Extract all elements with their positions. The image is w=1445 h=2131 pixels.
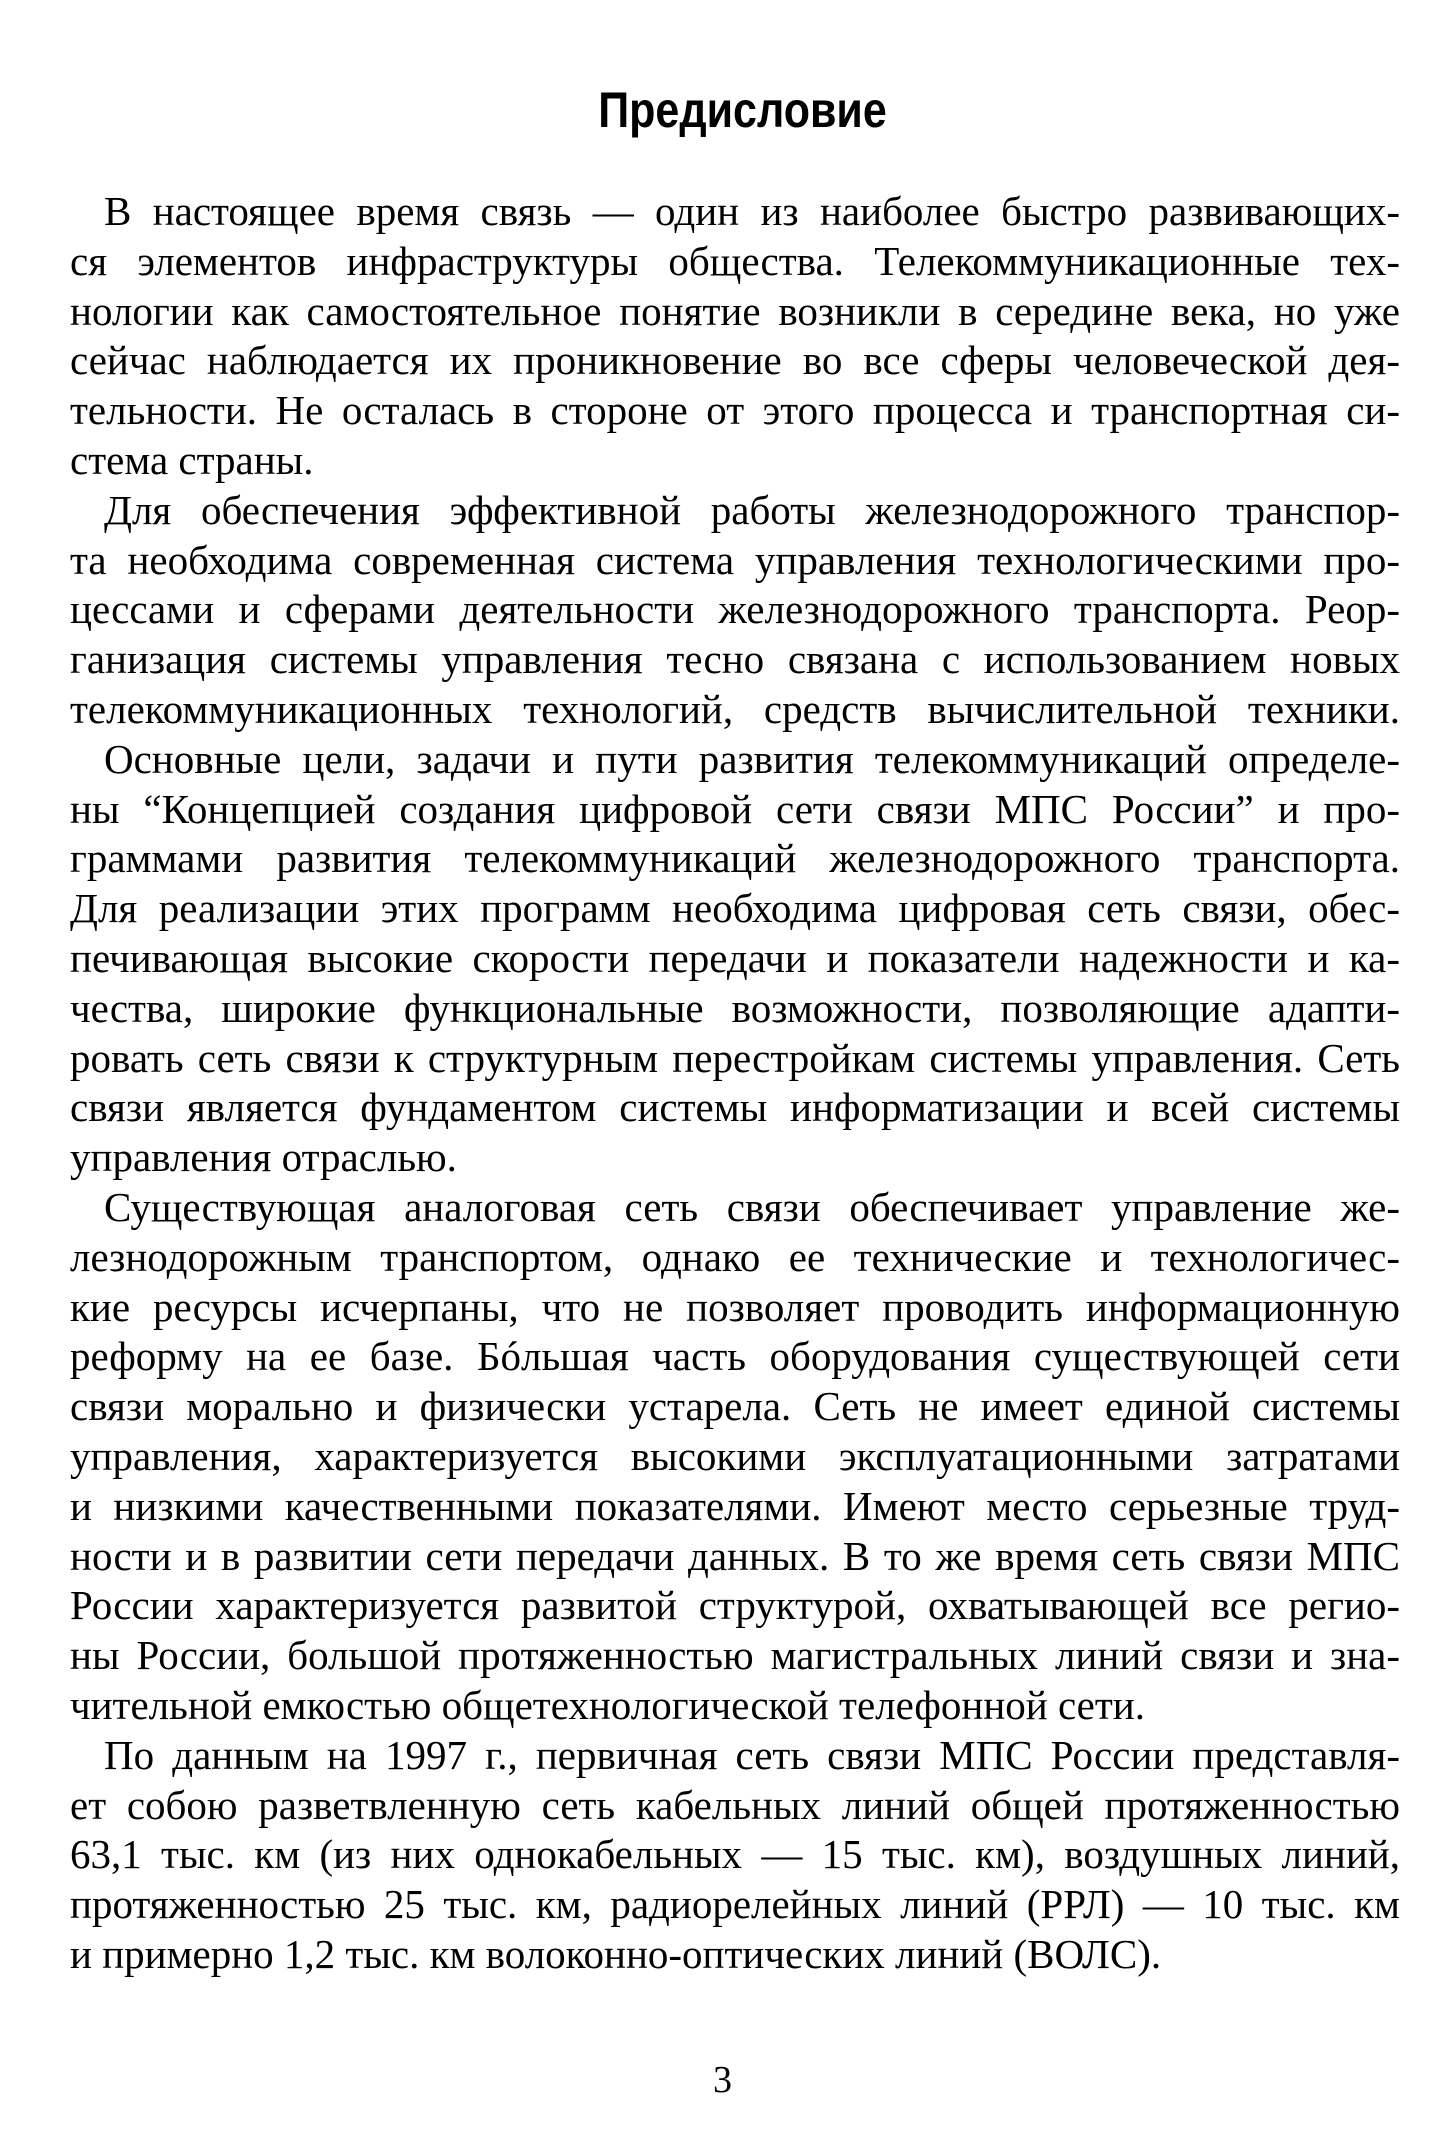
text-line: ет собою разветвленную сеть кабельных линий общей протяженностью [70, 1781, 1400, 1828]
text-line: реформу на ее базе. Бóльшая часть оборудования существующей сети [70, 1333, 1400, 1380]
page-title: Предисловие [598, 82, 887, 138]
text-line: Для реализации этих программ необходима цифровая сеть связи, обес- [70, 885, 1400, 932]
text-line: стема страны. [70, 436, 314, 483]
text-line: связи является фундаментом системы информатизации и всей системы [70, 1084, 1400, 1131]
paragraph [70, 187, 1400, 486]
text-line: Для обеспечения эффективной работы железнодорожного транспор- [104, 486, 1400, 533]
text-line: кие ресурсы исчерпаны, что не позволяет проводить информационную [70, 1283, 1400, 1330]
text-line: печивающая высокие скорости передачи и показатели надежности и ка- [70, 934, 1400, 981]
text-line: ны России, большой протяженностью магистральных линий связи и зна- [70, 1632, 1400, 1679]
text-line: и примерно 1,2 тыс. км волоконно-оптических линий (ВОЛС). [70, 1930, 1162, 1977]
text-line: В настоящее время связь — один из наиболее быстро развивающих- [104, 188, 1400, 234]
text-line: чества, широкие функциональные возможности, позволяющие адапти- [70, 984, 1400, 1031]
paragraph [70, 486, 1400, 735]
text-line: управления, характеризуется высокими эксплуатационными затратами [70, 1432, 1400, 1479]
text-line: лезнодорожным транспортом, однако ее технические и технологичес- [70, 1233, 1400, 1280]
text-line: ровать сеть связи к структурным перестройкам системы управления. Сеть [70, 1034, 1400, 1081]
paragraph [70, 735, 1400, 1183]
body-text [70, 187, 1400, 1980]
text-line: граммами развития телекоммуникаций железнодорожного транспорта. [70, 835, 1400, 882]
text-line: цессами и сферами деятельности железнодорожного транспорта. Реор- [70, 586, 1400, 633]
text-line: телекоммуникационных технологий, средств вычислительной техники. [70, 685, 1400, 732]
text-line: По данным на 1997 г., первичная сеть связи МПС России представля- [104, 1731, 1400, 1778]
text-line: Существующая аналоговая сеть связи обеспечивает управление же- [104, 1183, 1400, 1230]
text-line: та необходима современная система управления технологическими про- [70, 536, 1400, 583]
text-line: и низкими качественными показателями. Имеют место серьезные труд- [70, 1482, 1400, 1529]
text-line: управления отраслью. [70, 1134, 457, 1181]
text-line: ны “Концепцией создания цифровой сети связи МПС России” и про- [70, 785, 1400, 832]
text-line: чительной емкостью общетехнологической телефонной сети. [70, 1681, 1145, 1728]
text-line: Основные цели, задачи и пути развития телекоммуникаций определе- [104, 735, 1400, 782]
text-line: сейчас наблюдается их проникновение во все сферы человеческой дея- [70, 337, 1400, 384]
page-number: 3 [713, 2059, 732, 2101]
text-line: 63,1 тыс. км (из них однокабельных — 15 тыс. км), воздушных линий, [70, 1831, 1400, 1878]
text-line: ся элементов инфраструктуры общества. Телекоммуникационные тех- [70, 237, 1400, 284]
text-line: ности и в развитии сети передачи данных. В то же время сеть связи МПС [70, 1532, 1400, 1579]
paragraph [70, 1183, 1400, 1731]
text-line: нологии как самостоятельное понятие возникли в середине века, но уже [70, 287, 1400, 334]
text-line: тельности. Не осталась в стороне от этого процесса и транспортная си- [70, 387, 1400, 434]
text-line: связи морально и физически устарела. Сеть не имеет единой системы [70, 1383, 1400, 1430]
text-line: протяженностью 25 тыс. км, радиорелейных линий (РРЛ) — 10 тыс. км [70, 1881, 1400, 1928]
text-line: ганизация системы управления тесно связана с использованием новых [70, 636, 1400, 683]
paragraph [70, 1731, 1400, 1980]
text-line: России характеризуется развитой структурой, охватывающей все регио- [70, 1582, 1400, 1629]
